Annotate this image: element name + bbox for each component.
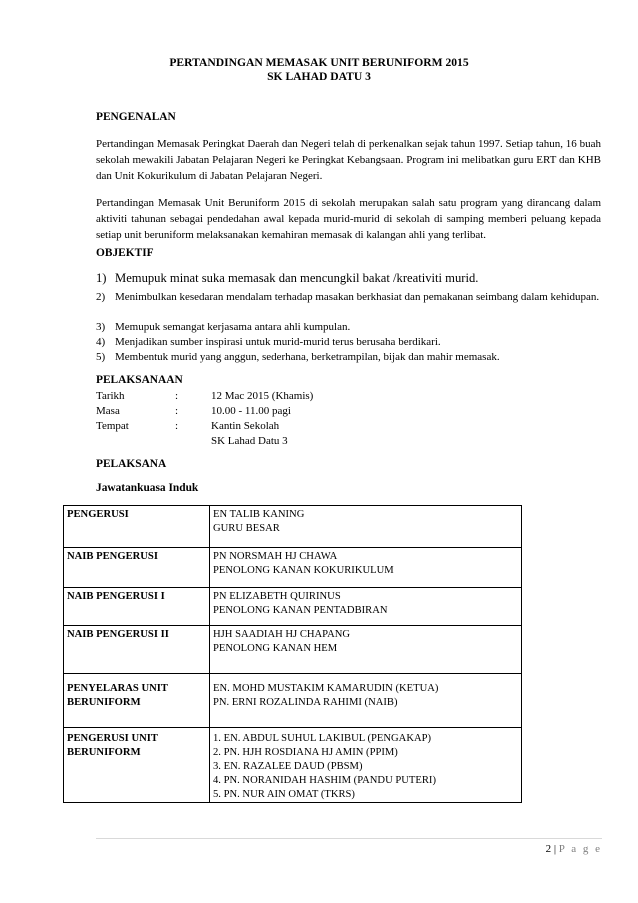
detail-colon: : bbox=[175, 390, 179, 402]
objective-text: Menjadikan sumber inspirasi untuk murid-murid terus berusaha berdikari. bbox=[115, 336, 441, 348]
detail-value: Kantin Sekolah bbox=[211, 420, 280, 432]
document-subtitle: SK LAHAD DATU 3 bbox=[267, 70, 371, 83]
heading-objektif: OBJEKTIF bbox=[96, 247, 154, 259]
member-line: 3. EN. RAZALEE DAUD (PBSM) bbox=[213, 761, 363, 772]
intro-paragraph-2: Pertandingan Memasak Unit Beruniform 2015 di sekolah merupakan salah satu program yang dirancang dalam aktiviti tahunan sebagai pendedahan awal kepada murid-murid di sekolah di samping memberi peluang kepada setiap unit beruniform melaksanakan kemahiran memasak di kalangan ahli yang terlibat. bbox=[96, 197, 601, 241]
objective-text: Memupuk semangat kerjasama antara ahli kumpulan. bbox=[115, 321, 351, 333]
committee-role: NAIB PENGERUSI bbox=[64, 548, 210, 588]
objective-number: 3) bbox=[96, 321, 106, 333]
member-line: PENOLONG KANAN KOKURIKULUM bbox=[213, 565, 394, 576]
member-line: PN NORSMAH HJ CHAWA bbox=[213, 551, 338, 562]
member-line: 2. PN. HJH ROSDIANA HJ AMIN (PPIM) bbox=[213, 747, 398, 758]
committee-members bbox=[210, 728, 522, 803]
objective-number: 2) bbox=[96, 291, 106, 303]
heading-jawatankuasa-induk: Jawatankuasa Induk bbox=[96, 482, 199, 494]
member-line: PENOLONG KANAN PENTADBIRAN bbox=[213, 605, 388, 616]
committee-role: PENGERUSI bbox=[64, 506, 210, 548]
committee-members bbox=[210, 506, 522, 548]
page-footer bbox=[546, 843, 602, 855]
table-row bbox=[64, 588, 522, 626]
member-line: PENOLONG KANAN HEM bbox=[213, 643, 338, 654]
page-number: 2 bbox=[545, 843, 552, 855]
table-row bbox=[64, 626, 522, 674]
table-row bbox=[64, 548, 522, 588]
detail-value: 12 Mac 2015 (Khamis) bbox=[211, 390, 314, 402]
objective-text: Menimbulkan kesedaran mendalam terhadap masakan berkhasiat dan pemakanan seimbang dalam kehidupan. bbox=[115, 291, 600, 303]
objective-number: 4) bbox=[96, 336, 106, 348]
page-label: P a g e bbox=[558, 843, 602, 855]
member-line: GURU BESAR bbox=[213, 523, 280, 534]
committee-role: NAIB PENGERUSI II bbox=[64, 626, 210, 674]
committee-members bbox=[210, 548, 522, 588]
member-line: EN. MOHD MUSTAKIM KAMARUDIN (KETUA) bbox=[213, 683, 439, 694]
member-line: HJH SAADIAH HJ CHAPANG bbox=[213, 629, 351, 640]
document-title: PERTANDINGAN MEMASAK UNIT BERUNIFORM 2015 bbox=[169, 56, 469, 69]
detail-label: Tempat bbox=[96, 420, 129, 432]
member-line: PN ELIZABETH QUIRINUS bbox=[213, 591, 341, 602]
objective-number: 1) bbox=[96, 271, 107, 285]
detail-label: Masa bbox=[96, 405, 120, 417]
member-line: 1. EN. ABDUL SUHUL LAKIBUL (PENGAKAP) bbox=[213, 733, 432, 744]
heading-pelaksana: PELAKSANA bbox=[96, 458, 167, 470]
committee-members bbox=[210, 588, 522, 626]
committee-members bbox=[210, 674, 522, 728]
objective-number: 5) bbox=[96, 351, 106, 363]
member-line: 4. PN. NORANIDAH HASHIM (PANDU PUTERI) bbox=[213, 775, 436, 786]
member-line: EN TALIB KANING bbox=[213, 509, 305, 520]
intro-paragraph-1: Pertandingan Memasak Peringkat Daerah dan Negeri telah di perkenalkan sejak tahun 1997. Setiap tahun, 16 buah sekolah mewakili Jabatan Pelajaran Negeri ke Peringkat Kebangsaan. Program ini melibatkan guru ERT dan KHB dan Unit Kokurikulum di Jabatan Pelajaran Negeri. bbox=[96, 138, 601, 182]
heading-pengenalan: PENGENALAN bbox=[96, 111, 176, 123]
detail-value: 10.00 - 11.00 pagi bbox=[211, 405, 291, 417]
committee-role: NAIB PENGERUSI I bbox=[64, 588, 210, 626]
heading-pelaksanaan: PELAKSANAAN bbox=[96, 374, 183, 386]
table-row bbox=[64, 506, 522, 548]
page-separator: | bbox=[551, 843, 559, 855]
committee-role: PENGERUSI UNIT BERUNIFORM bbox=[64, 728, 210, 803]
objective-text: Membentuk murid yang anggun, sederhana, berketrampilan, bijak dan mahir memasak. bbox=[115, 351, 500, 363]
footer-divider bbox=[96, 838, 602, 839]
committee-table bbox=[63, 505, 522, 803]
table-row bbox=[64, 728, 522, 803]
detail-colon: : bbox=[175, 405, 179, 417]
committee-members bbox=[210, 626, 522, 674]
detail-colon: : bbox=[175, 420, 179, 432]
detail-label: Tarikh bbox=[96, 390, 125, 402]
objective-text: Memupuk minat suka memasak dan mencungkil bakat /kreativiti murid. bbox=[115, 271, 479, 285]
detail-value: SK Lahad Datu 3 bbox=[211, 435, 288, 447]
committee-role: PENYELARAS UNIT BERUNIFORM bbox=[64, 674, 210, 728]
member-line: 5. PN. NUR AIN OMAT (TKRS) bbox=[213, 789, 355, 800]
table-row bbox=[64, 674, 522, 728]
member-line: PN. ERNI ROZALINDA RAHIMI (NAIB) bbox=[213, 697, 398, 708]
